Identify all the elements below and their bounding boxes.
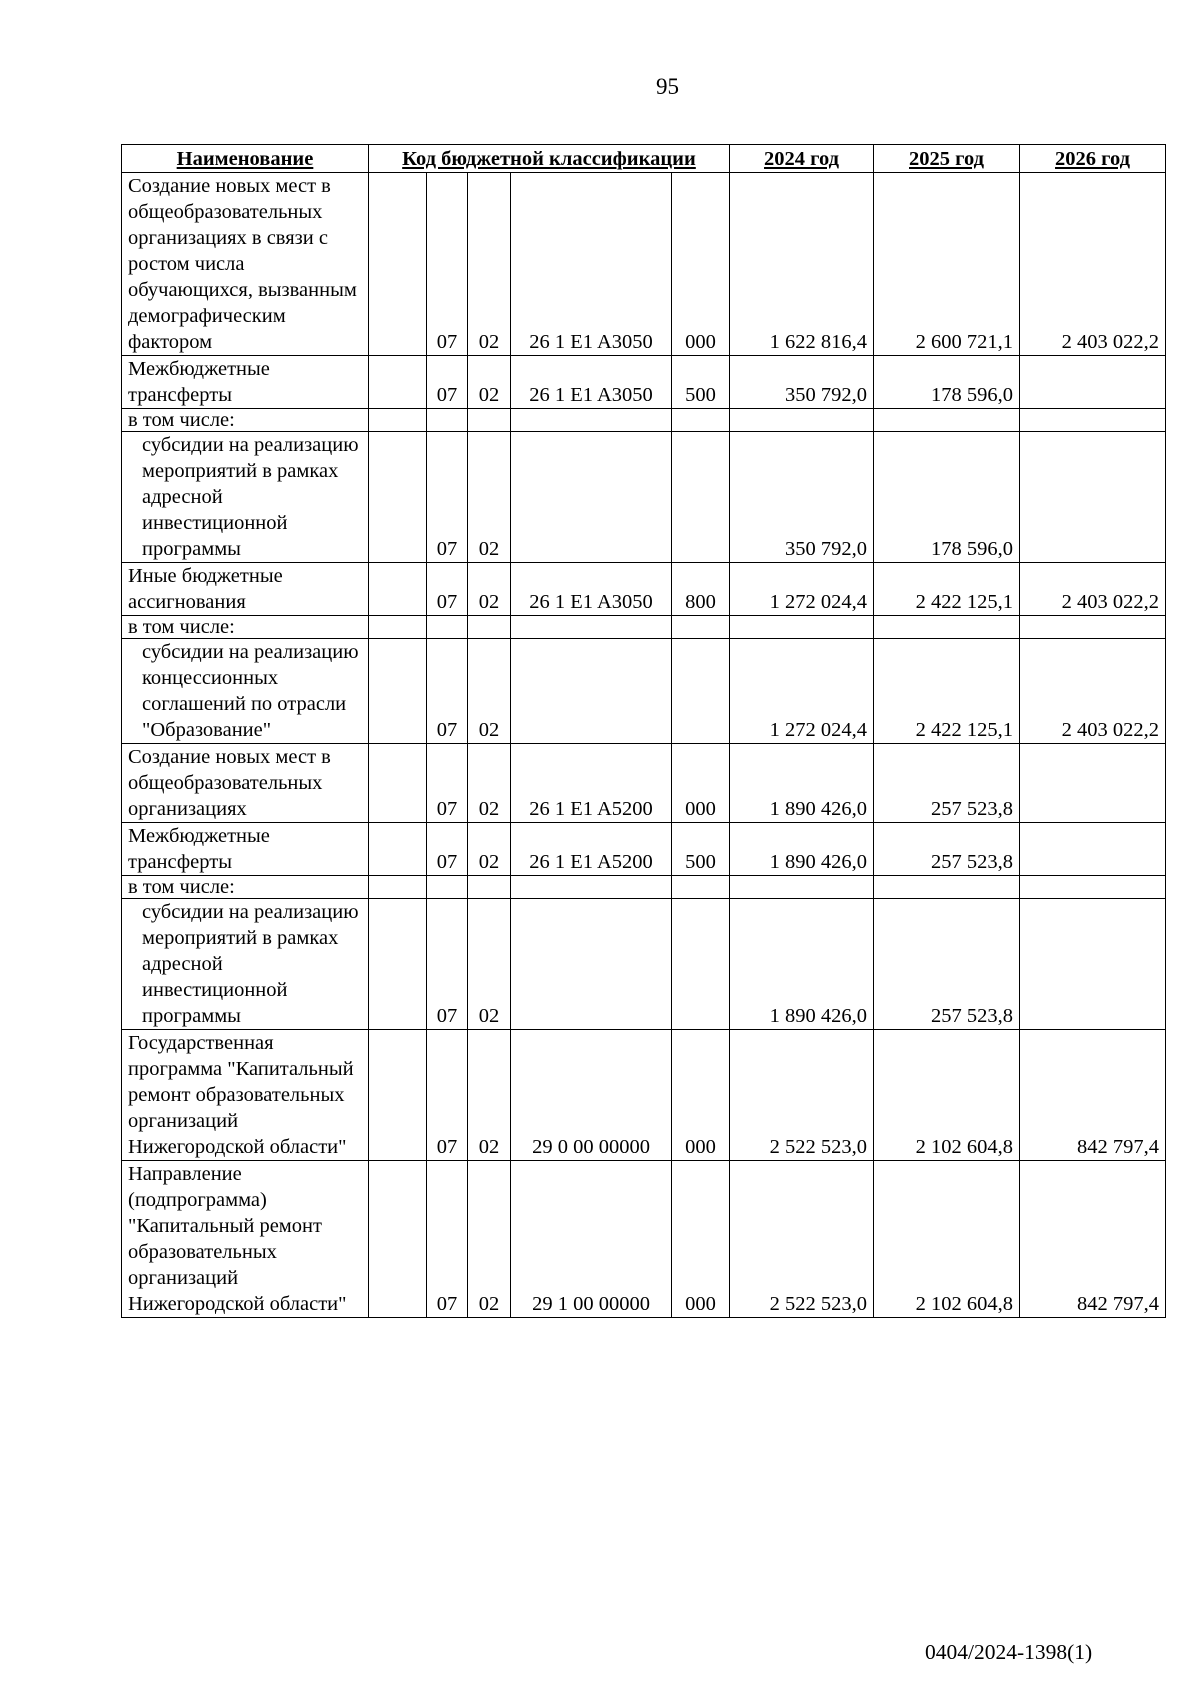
code-expense-type	[672, 639, 730, 744]
header-2024: 2024 год	[730, 145, 874, 173]
value-2026	[1020, 409, 1166, 432]
code-target-article	[511, 409, 672, 432]
code-section: 07	[427, 744, 468, 823]
header-code: Код бюджетной классификации	[369, 145, 730, 173]
code-subsection: 02	[468, 639, 511, 744]
code-expense-type	[672, 432, 730, 563]
code-target-article	[511, 899, 672, 1030]
value-2024: 1 272 024,4	[730, 639, 874, 744]
value-2026	[1020, 356, 1166, 409]
value-2026	[1020, 616, 1166, 639]
value-2025	[874, 616, 1020, 639]
header-2025: 2025 год	[874, 145, 1020, 173]
code-section: 07	[427, 639, 468, 744]
code-part-1	[369, 744, 427, 823]
code-expense-type	[672, 409, 730, 432]
table-row	[122, 356, 1166, 409]
value-2025: 178 596,0	[874, 356, 1020, 409]
code-expense-type: 500	[672, 823, 730, 876]
code-part-1	[369, 823, 427, 876]
code-part-1	[369, 876, 427, 899]
row-name: в том числе:	[122, 876, 369, 899]
code-subsection: 02	[468, 1161, 511, 1318]
value-2025: 2 600 721,1	[874, 173, 1020, 356]
code-subsection: 02	[468, 744, 511, 823]
row-name: Создание новых мест в общеобразовательных организациях в связи с ростом числа обучающихся, вызванным демографическим фактором	[122, 173, 369, 356]
code-expense-type: 800	[672, 563, 730, 616]
code-subsection: 02	[468, 1030, 511, 1161]
table-row	[122, 1030, 1166, 1161]
row-name: Межбюджетные трансферты	[122, 356, 369, 409]
code-section: 07	[427, 823, 468, 876]
code-section: 07	[427, 899, 468, 1030]
value-2024: 1 890 426,0	[730, 899, 874, 1030]
code-subsection	[468, 409, 511, 432]
code-target-article: 26 1 E1 A3050	[511, 356, 672, 409]
value-2024: 1 622 816,4	[730, 173, 874, 356]
code-part-1	[369, 563, 427, 616]
code-part-1	[369, 173, 427, 356]
table-row	[122, 1161, 1166, 1318]
value-2025: 257 523,8	[874, 899, 1020, 1030]
row-name: Межбюджетные трансферты	[122, 823, 369, 876]
code-section	[427, 616, 468, 639]
value-2024: 1 890 426,0	[730, 744, 874, 823]
code-subsection: 02	[468, 432, 511, 563]
code-subsection: 02	[468, 563, 511, 616]
value-2024: 1 890 426,0	[730, 823, 874, 876]
value-2026: 842 797,4	[1020, 1161, 1166, 1318]
value-2024	[730, 616, 874, 639]
table-row	[122, 639, 1166, 744]
row-name: субсидии на реализацию мероприятий в рамках адресной инвестиционной программы	[122, 899, 369, 1030]
table-row	[122, 409, 1166, 432]
code-section: 07	[427, 1030, 468, 1161]
code-section: 07	[427, 356, 468, 409]
table-row	[122, 876, 1166, 899]
code-target-article: 26 1 E1 A3050	[511, 563, 672, 616]
code-section: 07	[427, 563, 468, 616]
code-target-article: 29 1 00 00000	[511, 1161, 672, 1318]
code-target-article: 26 1 E1 A5200	[511, 823, 672, 876]
code-target-article	[511, 432, 672, 563]
code-expense-type	[672, 616, 730, 639]
value-2025: 178 596,0	[874, 432, 1020, 563]
code-part-1	[369, 1161, 427, 1318]
code-subsection: 02	[468, 823, 511, 876]
code-part-1	[369, 616, 427, 639]
table-row	[122, 616, 1166, 639]
table-row	[122, 899, 1166, 1030]
table-row	[122, 744, 1166, 823]
code-target-article: 26 1 E1 A5200	[511, 744, 672, 823]
value-2024: 1 272 024,4	[730, 563, 874, 616]
code-part-1	[369, 409, 427, 432]
row-name: в том числе:	[122, 616, 369, 639]
code-subsection: 02	[468, 899, 511, 1030]
value-2025: 2 102 604,8	[874, 1161, 1020, 1318]
budget-table	[121, 144, 1166, 1318]
value-2026	[1020, 432, 1166, 563]
code-section: 07	[427, 432, 468, 563]
value-2026: 2 403 022,2	[1020, 639, 1166, 744]
code-part-1	[369, 1030, 427, 1161]
value-2026	[1020, 899, 1166, 1030]
value-2025: 257 523,8	[874, 823, 1020, 876]
code-part-1	[369, 432, 427, 563]
value-2025: 257 523,8	[874, 744, 1020, 823]
row-name: Иные бюджетные ассигнования	[122, 563, 369, 616]
code-section: 07	[427, 173, 468, 356]
code-target-article	[511, 639, 672, 744]
value-2024	[730, 409, 874, 432]
row-name: Создание новых мест в общеобразовательных организациях	[122, 744, 369, 823]
value-2026: 2 403 022,2	[1020, 563, 1166, 616]
page-number: 95	[656, 74, 679, 99]
row-name: Направление (подпрограмма) "Капитальный ремонт образовательных организаций Нижегородской области"	[122, 1161, 369, 1318]
code-expense-type: 000	[672, 1161, 730, 1318]
table-header-row	[122, 145, 1166, 173]
value-2025	[874, 876, 1020, 899]
value-2024	[730, 876, 874, 899]
code-expense-type: 000	[672, 1030, 730, 1161]
value-2026	[1020, 823, 1166, 876]
code-subsection	[468, 616, 511, 639]
value-2025	[874, 409, 1020, 432]
value-2024: 350 792,0	[730, 432, 874, 563]
value-2025: 2 422 125,1	[874, 639, 1020, 744]
code-subsection	[468, 876, 511, 899]
code-part-1	[369, 639, 427, 744]
value-2026	[1020, 744, 1166, 823]
code-target-article: 26 1 E1 A3050	[511, 173, 672, 356]
code-expense-type	[672, 899, 730, 1030]
table-row	[122, 173, 1166, 356]
row-name: в том числе:	[122, 409, 369, 432]
table-row	[122, 823, 1166, 876]
table-row	[122, 563, 1166, 616]
code-section	[427, 876, 468, 899]
code-subsection: 02	[468, 356, 511, 409]
code-expense-type: 000	[672, 173, 730, 356]
value-2025: 2 422 125,1	[874, 563, 1020, 616]
row-name: субсидии на реализацию мероприятий в рамках адресной инвестиционной программы	[122, 432, 369, 563]
code-expense-type	[672, 876, 730, 899]
document-number: 0404/2024-1398(1)	[925, 1640, 1093, 1664]
code-part-1	[369, 356, 427, 409]
header-2026: 2026 год	[1020, 145, 1166, 173]
code-section: 07	[427, 1161, 468, 1318]
row-name: субсидии на реализацию концессионных соглашений по отрасли "Образование"	[122, 639, 369, 744]
header-name: Наименование	[122, 145, 369, 173]
code-expense-type: 000	[672, 744, 730, 823]
value-2024: 2 522 523,0	[730, 1161, 874, 1318]
table-row	[122, 432, 1166, 563]
code-part-1	[369, 899, 427, 1030]
value-2026: 842 797,4	[1020, 1030, 1166, 1161]
code-target-article: 29 0 00 00000	[511, 1030, 672, 1161]
row-name: Государственная программа "Капитальный ремонт образовательных организаций Нижегородской области"	[122, 1030, 369, 1161]
code-section	[427, 409, 468, 432]
code-subsection: 02	[468, 173, 511, 356]
value-2025: 2 102 604,8	[874, 1030, 1020, 1161]
value-2024: 2 522 523,0	[730, 1030, 874, 1161]
code-target-article	[511, 876, 672, 899]
code-target-article	[511, 616, 672, 639]
value-2024: 350 792,0	[730, 356, 874, 409]
code-expense-type: 500	[672, 356, 730, 409]
value-2026: 2 403 022,2	[1020, 173, 1166, 356]
value-2026	[1020, 876, 1166, 899]
